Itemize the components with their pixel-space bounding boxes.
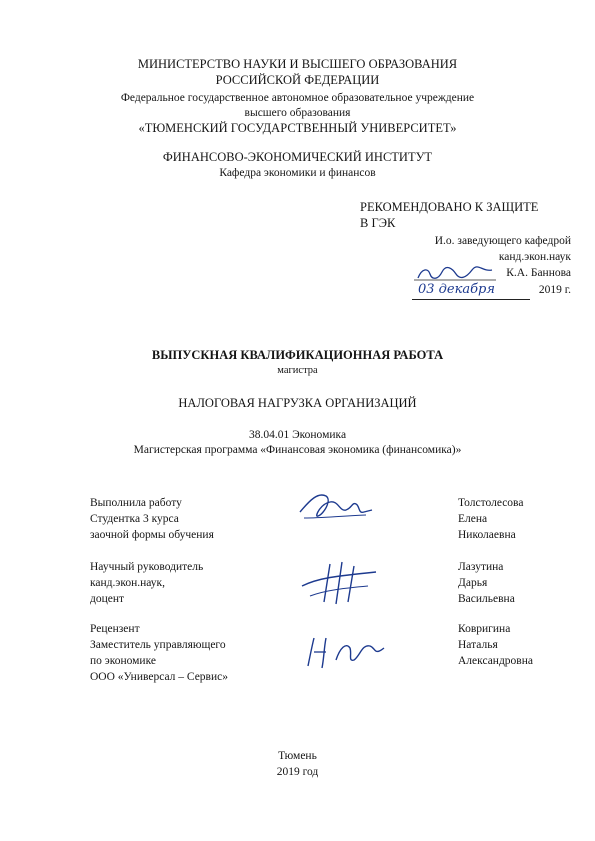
student-name — [458, 495, 523, 543]
approval-year: 2019 г. — [538, 284, 571, 296]
supervisor-signature-icon — [296, 556, 382, 608]
approval-date-line — [412, 283, 530, 300]
supervisor-signature — [296, 556, 382, 608]
reviewer-name-line: Ковригина — [458, 623, 511, 635]
department-name: Кафедра экономики и финансов — [219, 167, 376, 179]
student-role-line: заочной формы обучения — [90, 529, 214, 541]
supervisor-role-line: канд.экон.наук, — [90, 577, 166, 589]
ministry-line-2: РОССИЙСКОЙ ФЕДЕРАЦИИ — [215, 73, 380, 87]
work-program: Магистерская программа «Финансовая экономика (финансомика)» — [133, 444, 462, 456]
institute-name: ФИНАНСОВО-ЭКОНОМИЧЕСКИЙ ИНСТИТУТ — [162, 150, 433, 164]
supervisor-name-line: Васильевна — [458, 593, 515, 605]
footer-city: Тюмень — [278, 750, 317, 762]
reviewer-name-line: Александровна — [458, 655, 533, 667]
approver-signature-icon — [412, 266, 498, 282]
approver-name: К.А. Баннова — [506, 267, 571, 279]
institution-type-line-1: Федеральное государственное автономное образовательное учреждение — [120, 92, 475, 104]
approval-line-1: РЕКОМЕНДОВАНО К ЗАЩИТЕ — [360, 200, 539, 214]
supervisor-name-line: Дарья — [458, 577, 488, 589]
reviewer-role — [90, 621, 228, 685]
approval-date-handwritten: 03 декабря — [418, 282, 495, 297]
student-role-line: Студентка 3 курса — [90, 513, 179, 525]
institution-type-line-2: высшего образования — [244, 107, 351, 119]
ministry-line-1: МИНИСТЕРСТВО НАУКИ И ВЫСШЕГО ОБРАЗОВАНИЯ — [137, 57, 458, 71]
reviewer-name-line: Наталья — [458, 639, 498, 651]
student-name-line: Николаевна — [458, 529, 516, 541]
student-signature — [296, 482, 374, 526]
reviewer-signature — [300, 630, 390, 674]
reviewer-name — [458, 621, 533, 669]
reviewer-role-line: ООО «Универсал – Сервис» — [90, 671, 228, 683]
supervisor-role — [90, 559, 203, 607]
student-role — [90, 495, 214, 543]
student-name-line: Елена — [458, 513, 488, 525]
work-code: 38.04.01 Экономика — [248, 429, 347, 441]
student-role-line: Выполнила работу — [90, 497, 182, 509]
reviewer-role-line: Рецензент — [90, 623, 140, 635]
student-signature-icon — [296, 482, 374, 526]
reviewer-role-line: Заместитель управляющего — [90, 639, 226, 651]
supervisor-name — [458, 559, 515, 607]
work-type: ВЫПУСКНАЯ КВАЛИФИКАЦИОННАЯ РАБОТА — [151, 348, 444, 362]
reviewer-signature-icon — [300, 630, 390, 674]
supervisor-role-line: Научный руководитель — [90, 561, 204, 573]
footer-year: 2019 год — [276, 766, 319, 778]
approver-position: И.о. заведующего кафедрой — [434, 235, 571, 247]
supervisor-name-line: Лазутина — [458, 561, 504, 573]
supervisor-role-line: доцент — [90, 593, 125, 605]
work-title: НАЛОГОВАЯ НАГРУЗКА ОРГАНИЗАЦИЙ — [178, 396, 417, 410]
approval-line-2: В ГЭК — [360, 216, 396, 230]
approver-degree: канд.экон.наук — [498, 251, 571, 263]
university-name: «ТЮМЕНСКИЙ ГОСУДАРСТВЕННЫЙ УНИВЕРСИТЕТ» — [138, 121, 457, 135]
reviewer-role-line: по экономике — [90, 655, 156, 667]
work-level: магистра — [277, 365, 318, 376]
student-name-line: Толстолесова — [458, 497, 524, 509]
